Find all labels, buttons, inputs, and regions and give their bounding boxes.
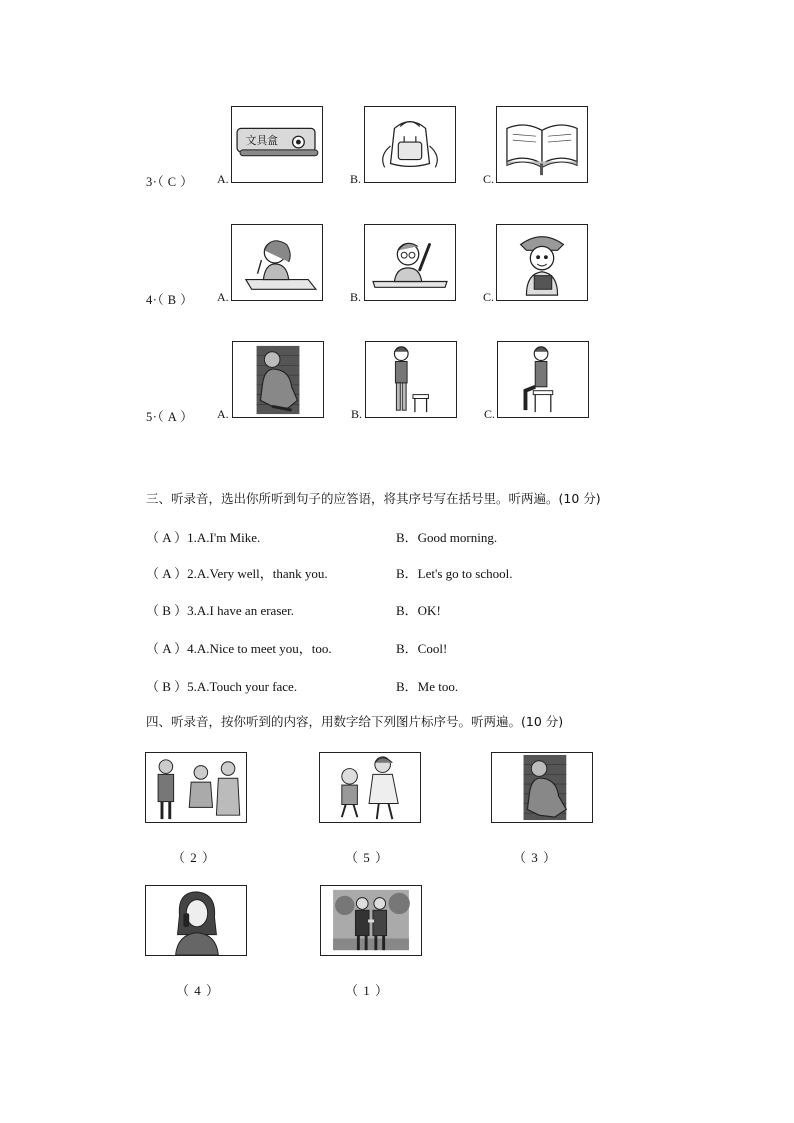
part3-item-3-option-b: B．OK! bbox=[396, 603, 441, 618]
child-and-woman-icon[interactable] bbox=[319, 752, 421, 823]
part3-item-4-answer: （ A ）4.A.Nice to meet you，too. bbox=[146, 641, 332, 656]
part3-item-5-answer: （ B ）5.A.Touch your face. bbox=[146, 679, 298, 694]
part3-item-2-option-b: B．Let's go to school. bbox=[396, 566, 513, 581]
option-b-label: B. bbox=[351, 407, 363, 421]
backpack-icon[interactable] bbox=[364, 106, 456, 183]
option-a-label: A. bbox=[217, 407, 229, 421]
part4-picture-2-caption: （ 5 ） bbox=[345, 850, 390, 865]
part4-title: 四、听录音，按你听到的内容，用数字给下列图片标序号。听两遍。(10 分) bbox=[146, 714, 564, 729]
option-b-label: B. bbox=[350, 172, 362, 186]
man-crouching-icon[interactable] bbox=[232, 341, 324, 418]
part4-picture-1-caption: （ 2 ） bbox=[172, 850, 217, 865]
girl-writing-icon[interactable] bbox=[231, 224, 323, 301]
part3-title: 三、听录音，选出你所听到句子的应答语，将其序号写在括号里。听两遍。(10 分) bbox=[146, 491, 601, 506]
part4-picture-4-caption: （ 4 ） bbox=[176, 983, 221, 998]
boy-raising-hand-icon[interactable] bbox=[364, 224, 456, 301]
pencil-box-icon[interactable] bbox=[231, 106, 323, 183]
option-c-label: C. bbox=[484, 407, 496, 421]
boy-standing-icon[interactable] bbox=[365, 341, 457, 418]
two-men-handshake-icon[interactable] bbox=[320, 885, 422, 956]
part3-item-5-option-b: B．Me too. bbox=[396, 679, 459, 694]
part3-item-4-option-b: B．Cool! bbox=[396, 641, 448, 656]
question-4-number: 4·（ B ） bbox=[146, 293, 194, 307]
option-c-label: C. bbox=[483, 172, 495, 186]
man-crouching-icon[interactable] bbox=[491, 752, 593, 823]
woman-on-phone-icon[interactable] bbox=[145, 885, 247, 956]
option-a-label: A. bbox=[217, 172, 229, 186]
question-5-number: 5·（ A ） bbox=[146, 410, 194, 424]
option-c-label: C. bbox=[483, 290, 495, 304]
part3-item-1-option-b: B．Good morning. bbox=[396, 530, 498, 545]
part4-picture-3-caption: （ 3 ） bbox=[513, 850, 558, 865]
pencil-box-text: 文具盒 bbox=[245, 134, 278, 148]
question-3-number: 3·（ C ） bbox=[146, 175, 194, 189]
part4-picture-5-caption: （ 1 ） bbox=[345, 983, 390, 998]
part3-item-2-answer: （ A ）2.A.Very well，thank you. bbox=[146, 566, 328, 581]
boy-sitting-icon[interactable] bbox=[497, 341, 589, 418]
option-b-label: B. bbox=[350, 290, 362, 304]
part3-item-3-answer: （ B ）3.A.I have an eraser. bbox=[146, 603, 295, 618]
boy-holding-book-icon[interactable] bbox=[496, 224, 588, 301]
three-people-talking-icon[interactable] bbox=[145, 752, 247, 823]
open-book-icon[interactable] bbox=[496, 106, 588, 183]
part3-item-1-answer: （ A ）1.A.I'm Mike. bbox=[146, 530, 261, 545]
option-a-label: A. bbox=[217, 290, 229, 304]
